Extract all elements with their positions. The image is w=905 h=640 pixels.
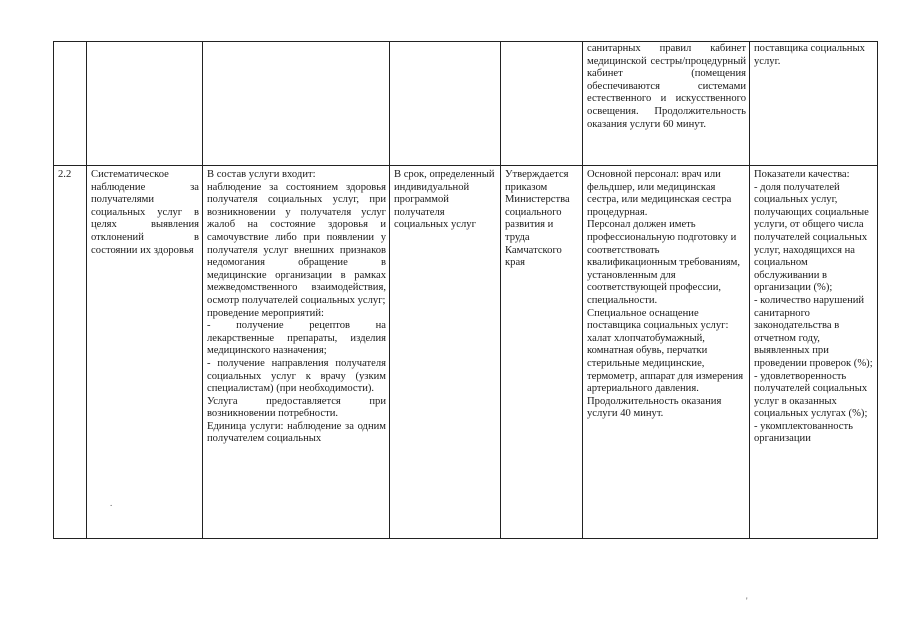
service-name: Систематическое наблюдение за получателями социальных услуг в целях выявления отклонений в состоянии их здоровья <box>91 169 199 256</box>
table-row <box>54 42 878 166</box>
conditions-paragraph: Продолжительность оказания услуги 40 минут. <box>587 395 722 420</box>
approval-text: Утверждается приказом Министерства социального развития и труда Камчатского края <box>505 169 570 269</box>
conditions-paragraph: Персонал должен иметь профессиональную подготовку и соответствовать квалификационным требованиям, установленным для соответствующей профессии, специальности. <box>587 219 740 306</box>
standards-table <box>53 41 878 539</box>
conditions-paragraph: Основной персонал: врач или фельдшер, или медицинская сестра, или медицинская сестра процедурная. <box>587 169 732 218</box>
content-paragraph: В состав услуги входит: <box>207 169 316 180</box>
table-row <box>54 166 878 539</box>
indicator-item: - количество нарушений санитарного законодательства в отчетном году, выявленных при проведении проверок (%); <box>754 294 873 369</box>
cell-number <box>54 42 87 166</box>
indicator-item: - укомплектованность организации <box>754 420 853 445</box>
cell-term <box>390 42 501 166</box>
scan-speck: . <box>110 498 113 508</box>
cell-approval <box>501 166 583 539</box>
scan-speck: ' <box>746 596 748 606</box>
content-list-item: - получение направления получателя социальных услуг к врачу (узким специалистам) (при необходимости). <box>207 357 386 395</box>
cell-approval <box>501 42 583 166</box>
content-paragraph: Единица услуги: наблюдение за одним получателем социальных <box>207 420 386 445</box>
indicator-item: - доля получателей социальных услуг, получающих социальные услуги, от общего числа получателей социальных услуг, находящихся на социальном обслуживании в организации (%); <box>754 181 869 294</box>
cell-indicators <box>750 166 878 539</box>
cell-conditions <box>583 166 750 539</box>
content-paragraph: наблюдение за состоянием здоровья получателя социальных услуг, при возникновении у получателя услуг жалоб на состояние здоровья и самочувствие либо при появлении у получателя услуг внешних признаков недомогания обращение в медицинские организации в рамках межведомственного взаимодействия, осмотр получателей социальных услуг; <box>207 181 386 306</box>
content-paragraph: Услуга предоставляется при возникновении потребности. <box>207 395 386 420</box>
indicator-item: - удовлетворенность получателей социальных услуг в оказанных социальных услугах (%); <box>754 370 868 420</box>
cell-service-name <box>87 42 203 166</box>
service-term: В срок, определенный индивидуальной программой получателя социальных услуг <box>394 169 495 231</box>
cell-conditions: санитарных правил кабинет медицинской сестры/процедурный кабинет (помещения обеспечиваются системами естественного и искусственного освещения. Продолжительность оказания услуги 60 минут. <box>583 42 750 166</box>
cell-service-content <box>203 42 390 166</box>
cell-indicators: поставщика социальных услуг. <box>750 42 878 166</box>
content-list-item: - получение рецептов на лекарственные препараты, изделия медицинского назначения; <box>207 320 386 357</box>
cell-service-name <box>87 166 203 539</box>
row-number: 2.2 <box>58 169 72 180</box>
indicators-heading: Показатели качества: <box>754 169 850 180</box>
cell-service-content <box>203 166 390 539</box>
cell-term <box>390 166 501 539</box>
cell-number <box>54 166 87 539</box>
conditions-paragraph: Специальное оснащение поставщика социальных услуг: халат хлопчатобумажный, комнатная обувь, перчатки стерильные медицинские, термометр, аппарат для измерения артериального давления. <box>587 307 744 395</box>
content-paragraph: проведение мероприятий: <box>207 307 324 319</box>
